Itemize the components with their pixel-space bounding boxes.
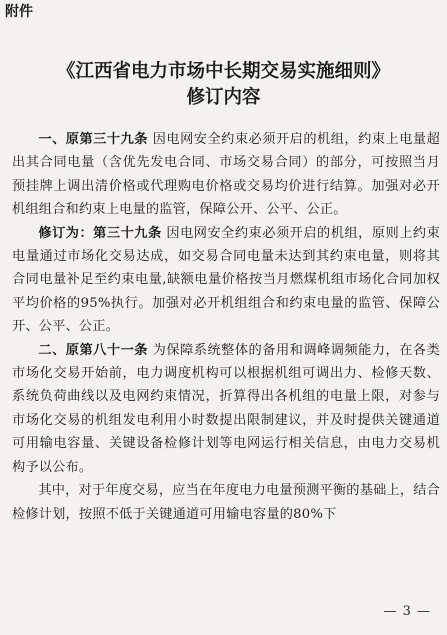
document-subtitle: 修订内容 bbox=[186, 87, 261, 108]
paragraph-original-article-81 bbox=[12, 339, 440, 479]
paragraph-lead: 二、原第八十一条 bbox=[38, 342, 148, 358]
paragraph-text: 因电网安全约束必须开启的机组，原则上约束电量通过市场化交易达成，如交易合同电量未达到其约束电量，则将其合同电量补足至约束电量,缺额电量价格按当月燃煤机组市场化合同加权平均价格的95%执行。加强对必开机组组合和约束电量的监管、保障公开、公平、公正。 bbox=[12, 225, 440, 335]
paragraph-lead: 一、原第三十九条 bbox=[38, 132, 148, 147]
paragraph-annual-trading bbox=[12, 479, 440, 526]
paragraph-original-article-39 bbox=[12, 128, 440, 222]
paragraph-text: 其中，对于年度交易，应当在年度电力电量预测平衡的基础上，结合检修计划，按照不低于关键通道可用输电容量的80%下 bbox=[12, 483, 441, 522]
paragraph-text: 因电网安全约束必须开启的机组，约束上电量超出其合同电量（含优先发电合同、市场交易合同）的部分，可按照当月预挂牌上调出清价格或代理购电价格或交易均价进行结算。加强对必开机组组合和约束上电量的监管，保障公开、公平、公正。 bbox=[12, 132, 440, 218]
paragraph-revised-article-39 bbox=[12, 222, 440, 339]
paragraph-text: 为保障系统整体的备用和调峰调频能力，在各类市场化交易开始前，电力调度机构可以根据机组可调出力、检修天数、系统负荷曲线以及电网约束情况，折算得出各机组的电量上限，对参与市场化交易的机组发电利用小时数提出限制建议，并及时提供关键通道可用输电容量、关键设备检修计划等电网运行相关信息，由电力交易机构予以公布。 bbox=[12, 342, 440, 475]
document-title: 《江西省电力市场中长期交易实施细则》 bbox=[56, 61, 390, 82]
document-body bbox=[12, 128, 440, 526]
attachment-label: 附件 bbox=[5, 4, 33, 20]
page-number: — 3 — bbox=[383, 604, 431, 619]
paragraph-lead: 修订为：第三十九条 bbox=[38, 225, 162, 241]
